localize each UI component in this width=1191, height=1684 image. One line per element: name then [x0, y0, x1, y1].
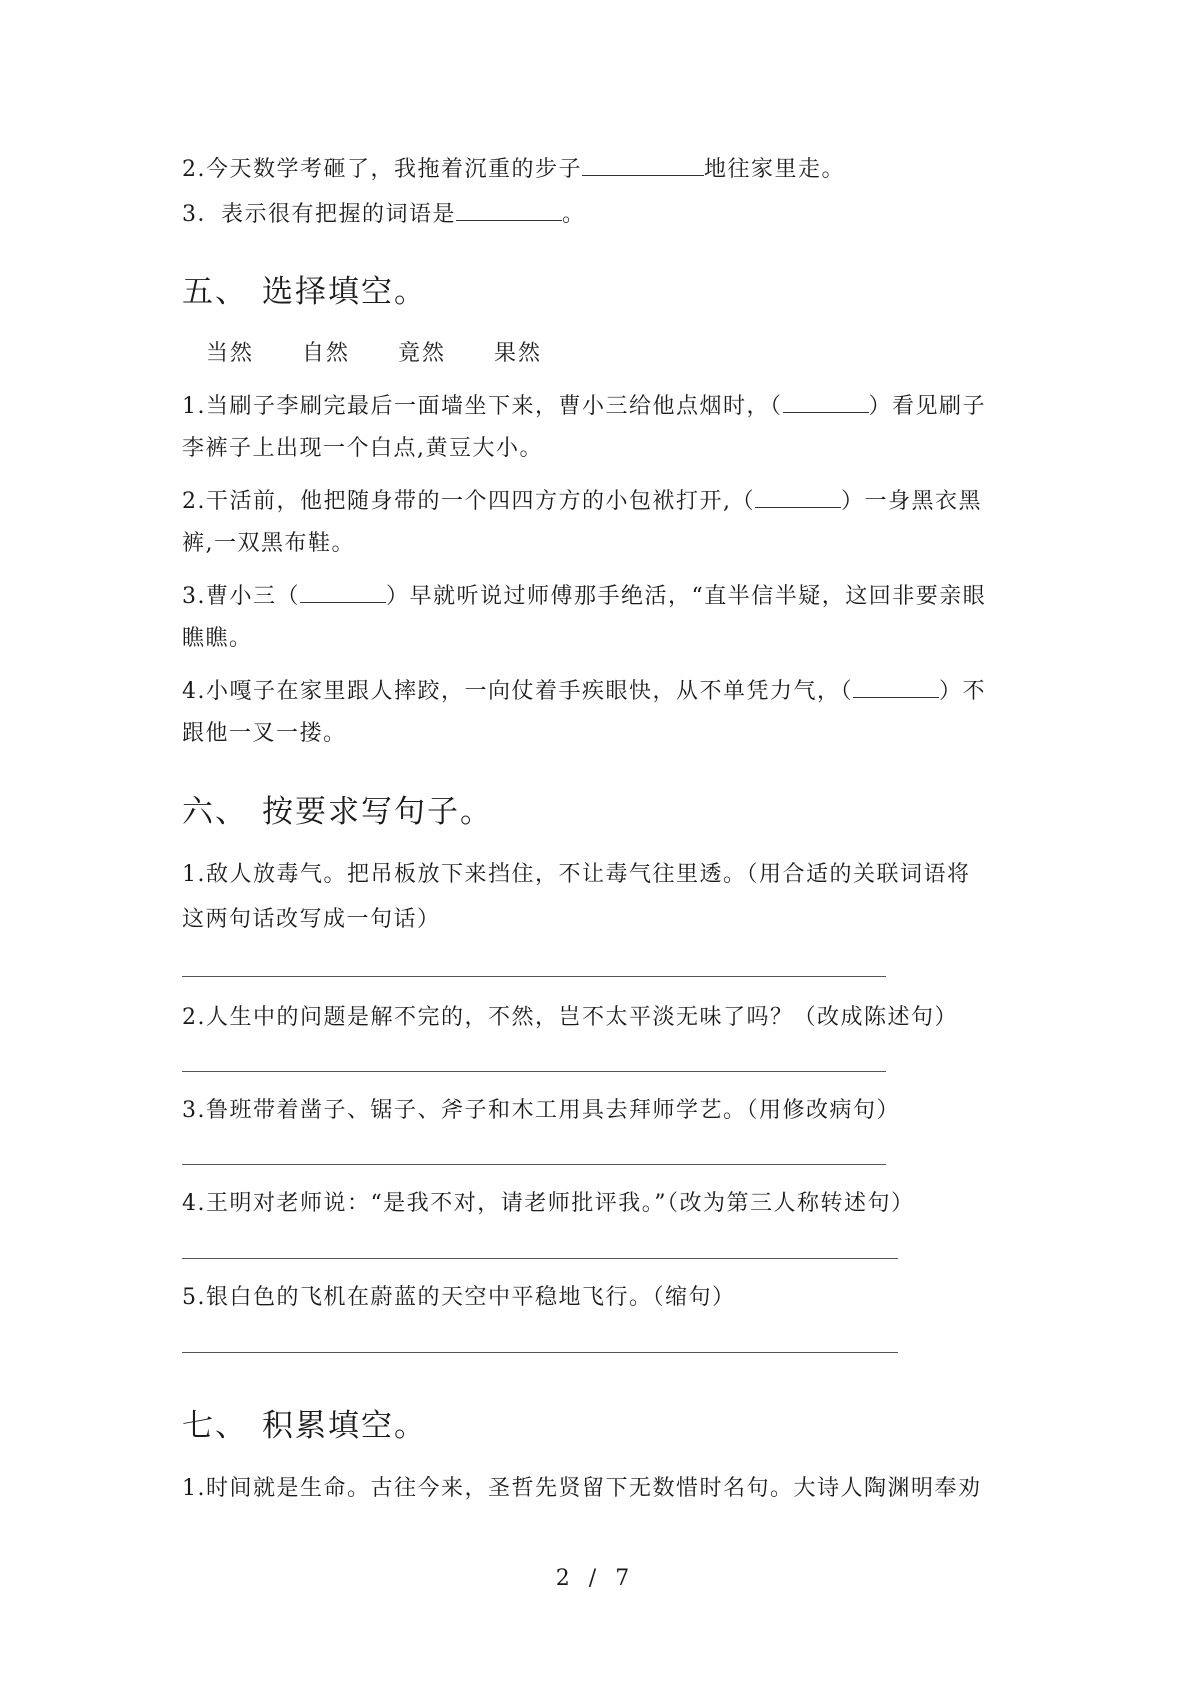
section7-title: 积累填空。 — [262, 1408, 427, 1444]
s5-q1-text: 1.当刷子李刷完最后一面墙坐下来，曹小三给他点烟时，（ — [182, 394, 783, 419]
s6-q1-answer-line[interactable] — [182, 976, 886, 977]
s6-q1-line1 — [182, 860, 971, 890]
s6-q3-answer-line[interactable] — [182, 1164, 886, 1165]
word-bank — [206, 339, 590, 369]
s6-q2 — [182, 1003, 958, 1033]
s5-q1-text-cont: 李裤子上出现一个白点,黄豆大小。 — [182, 436, 543, 461]
word-bank-item: 竟然 — [398, 341, 447, 366]
s6-q3-text: 3.鲁班带着凿子、锯子、斧子和木工用具去拜师学艺。（用修改病句） — [182, 1098, 900, 1123]
section6-heading — [182, 792, 493, 832]
s6-q5-text: 5.银白色的飞机在蔚蓝的天空中平稳地飞行。（缩句） — [182, 1285, 736, 1310]
s5-q3-blank[interactable] — [300, 580, 386, 603]
s4-q3-blank[interactable] — [456, 198, 562, 221]
s4-q2-text-after: 地往家里走。 — [704, 157, 846, 182]
s5-q1-line2 — [182, 434, 543, 464]
s6-q5 — [182, 1283, 736, 1313]
s5-q2-line1 — [182, 485, 982, 517]
s6-q4-text: 4.王明对老师说：“是我不对，请老师批评我。”（改为第三人称转述句） — [182, 1191, 915, 1216]
s5-q4-text-after: ）不 — [939, 679, 987, 704]
s6-q4 — [182, 1189, 915, 1219]
s5-q2-text: 2.干活前，他把随身带的一个四四方方的小包袱打开,（ — [182, 489, 755, 514]
s5-q2-text-after: ）一身黑衣黑 — [841, 489, 983, 514]
s5-q2-text-cont: 裤,一双黑布鞋。 — [182, 531, 355, 556]
s6-q2-text: 2.人生中的问题是解不完的，不然，岂不太平淡无味了吗？（改成陈述句） — [182, 1005, 958, 1030]
s5-q1-text-after: ）看见刷子 — [868, 394, 987, 419]
s7-q1 — [182, 1474, 982, 1504]
word-bank-item: 果然 — [494, 341, 543, 366]
s5-q4-line1 — [182, 675, 986, 707]
page-number: 2 / 7 — [555, 1566, 636, 1591]
section7-number: 七、 — [182, 1408, 248, 1444]
s4-q2-blank[interactable] — [582, 153, 704, 176]
s6-q3 — [182, 1096, 900, 1126]
s5-q3-text-cont: 瞧瞧。 — [182, 626, 253, 651]
section6-number: 六、 — [182, 794, 248, 830]
section5-heading — [182, 272, 427, 312]
s5-q2-line2 — [182, 529, 355, 559]
s6-q1-text-cont: 这两句话改写成一句话） — [182, 907, 441, 932]
word-bank-item: 自然 — [302, 341, 351, 366]
s5-q3-text-after: ）早就听说过师傅那手绝活，“直半信半疑，这回非要亲眼 — [386, 584, 987, 609]
s6-q1-line2 — [182, 905, 441, 935]
s6-q2-answer-line[interactable] — [182, 1071, 886, 1072]
section5-title: 选择填空。 — [262, 274, 427, 310]
section6-title: 按要求写句子。 — [262, 794, 493, 830]
word-bank-item: 当然 — [206, 341, 255, 366]
s6-q5-answer-line[interactable] — [182, 1352, 898, 1353]
s5-q1-line1 — [182, 390, 986, 422]
s4-q2-text: 2.今天数学考砸了，我拖着沉重的步子 — [182, 157, 582, 182]
s5-q3-text: 3.曹小三（ — [182, 584, 300, 609]
s5-q4-blank[interactable] — [853, 675, 939, 698]
s7-q1-text: 1.时间就是生命。古往今来，圣哲先贤留下无数惜时名句。大诗人陶渊明奉劝 — [182, 1476, 982, 1501]
s5-q2-blank[interactable] — [755, 485, 841, 508]
s4-q3 — [182, 198, 586, 230]
s5-q4-line2 — [182, 719, 347, 749]
s4-q2 — [182, 153, 845, 185]
s6-q1-text: 1.敌人放毒气。把吊板放下来挡住，不让毒气往里透。（用合适的关联词语将 — [182, 862, 971, 887]
s5-q3-line1 — [182, 580, 986, 612]
s4-q3-text-after: 。 — [562, 202, 586, 227]
s5-q1-blank[interactable] — [783, 390, 869, 413]
section5-number: 五、 — [182, 274, 248, 310]
s5-q3-line2 — [182, 624, 253, 654]
s6-q4-answer-line[interactable] — [182, 1258, 898, 1259]
s5-q4-text-cont: 跟他一叉一搂。 — [182, 721, 347, 746]
s5-q4-text: 4.小嘎子在家里跟人摔跤，一向仗着手疾眼快，从不单凭力气，（ — [182, 679, 853, 704]
section7-heading — [182, 1406, 427, 1446]
s4-q3-text: 3．表示很有把握的词语是 — [182, 202, 456, 227]
